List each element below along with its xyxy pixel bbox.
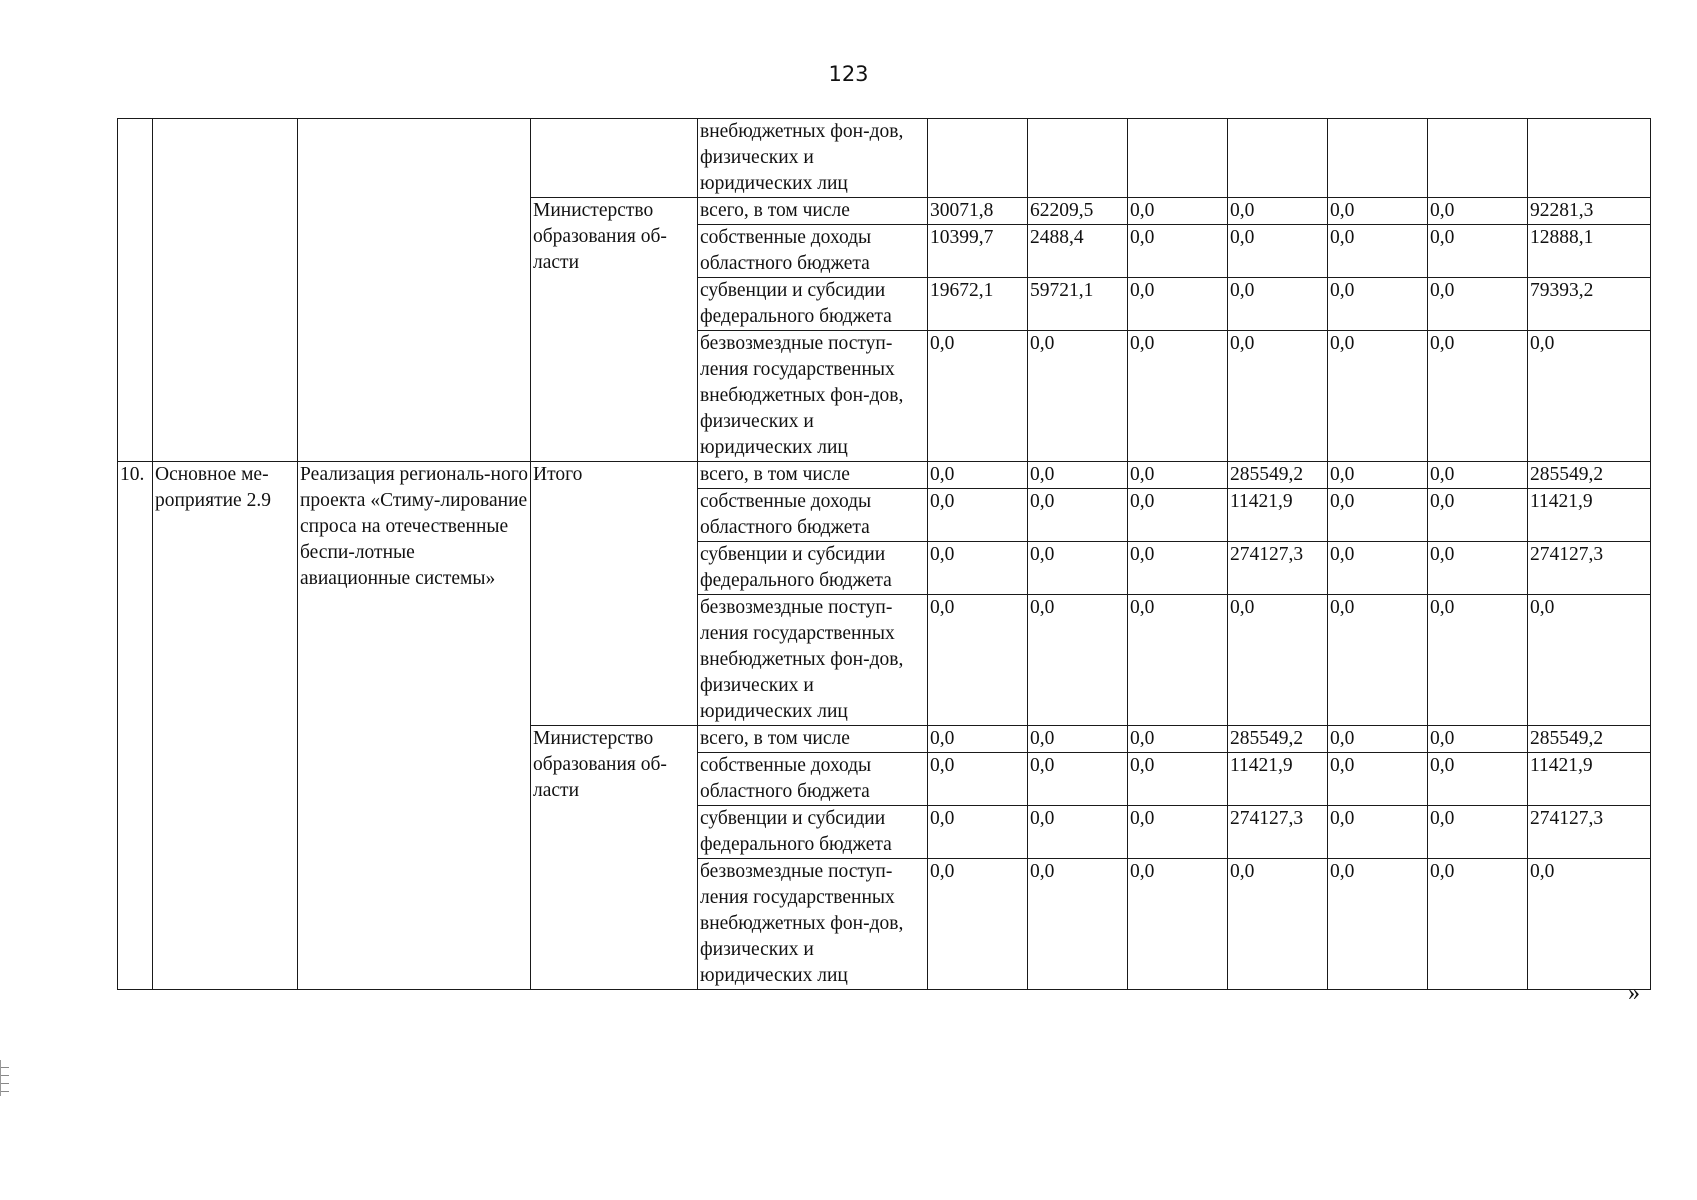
value-cell: 0,0 [1028,489,1128,542]
value-cell: 0,0 [1328,225,1428,278]
value-cell: 0,0 [1128,542,1228,595]
total-cell: 0,0 [1528,595,1651,726]
table-row [118,119,1651,198]
value-cell: 0,0 [928,753,1028,806]
value-cell [928,119,1028,198]
funding-source-cell: всего, в том числе [698,198,928,225]
total-cell: 274127,3 [1528,806,1651,859]
value-cell: 0,0 [1028,331,1128,462]
value-cell: 0,0 [1228,198,1328,225]
value-cell: 0,0 [1128,595,1228,726]
value-cell: 0,0 [1428,859,1528,990]
value-cell: 0,0 [1228,331,1328,462]
value-cell: 2488,4 [1028,225,1128,278]
value-cell: 0,0 [1328,542,1428,595]
value-cell: 0,0 [1428,462,1528,489]
funding-source-cell: субвенции и субсидии федерального бюджета [698,806,928,859]
executor-cell: Министерство образования об-ласти [531,198,698,462]
value-cell: 0,0 [1128,225,1228,278]
value-cell: 30071,8 [928,198,1028,225]
value-cell: 10399,7 [928,225,1028,278]
funding-source-cell: собственные доходы областного бюджета [698,225,928,278]
value-cell: 0,0 [928,542,1028,595]
value-cell: 0,0 [928,462,1028,489]
value-cell: 274127,3 [1228,542,1328,595]
value-cell: 0,0 [1128,859,1228,990]
closing-quote: » [1628,980,1640,1006]
value-cell: 0,0 [1028,753,1128,806]
funding-source-cell: всего, в том числе [698,462,928,489]
row-number-cell [118,119,153,462]
value-cell: 0,0 [1428,331,1528,462]
value-cell: 0,0 [928,331,1028,462]
funding-source-cell: внебюджетных фон-дов, физических и юридических лиц [698,119,928,198]
value-cell [1228,119,1328,198]
funding-source-cell: собственные доходы областного бюджета [698,489,928,542]
value-cell: 0,0 [1228,278,1328,331]
value-cell: 0,0 [1328,595,1428,726]
value-cell: 0,0 [928,489,1028,542]
funding-source-cell: субвенции и субсидии федерального бюджета [698,542,928,595]
value-cell: 11421,9 [1228,753,1328,806]
executor-cell: Министерство образования об-ласти [531,726,698,990]
value-cell: 0,0 [1028,462,1128,489]
value-cell: 0,0 [1328,859,1428,990]
funding-source-cell: безвозмездные поступ-ления государственных внебюджетных фон-дов, физических и юридических лиц [698,859,928,990]
budget-table [117,118,1651,990]
event-cell: Основное ме-роприятие 2.9 [153,462,298,990]
value-cell: 0,0 [1128,806,1228,859]
value-cell: 0,0 [1028,595,1128,726]
value-cell: 0,0 [1128,489,1228,542]
value-cell: 0,0 [1128,278,1228,331]
value-cell: 0,0 [1128,726,1228,753]
value-cell: 0,0 [1328,726,1428,753]
value-cell: 0,0 [1428,198,1528,225]
value-cell: 0,0 [1228,859,1328,990]
funding-source-cell: собственные доходы областного бюджета [698,753,928,806]
value-cell: 0,0 [928,595,1028,726]
funding-source-cell: безвозмездные поступ-ления государственных внебюджетных фон-дов, физических и юридических лиц [698,595,928,726]
value-cell: 0,0 [1428,489,1528,542]
value-cell: 0,0 [1028,806,1128,859]
total-cell: 0,0 [1528,331,1651,462]
total-cell: 285549,2 [1528,726,1651,753]
total-cell [1528,119,1651,198]
total-cell: 0,0 [1528,859,1651,990]
value-cell: 0,0 [928,806,1028,859]
value-cell: 0,0 [1328,489,1428,542]
total-cell: 11421,9 [1528,489,1651,542]
funding-source-cell: субвенции и субсидии федерального бюджета [698,278,928,331]
value-cell: 0,0 [928,726,1028,753]
value-cell: 0,0 [1328,198,1428,225]
page-number: 123 [828,62,869,86]
value-cell: 0,0 [1328,806,1428,859]
value-cell [1328,119,1428,198]
value-cell: 0,0 [1328,753,1428,806]
total-cell: 11421,9 [1528,753,1651,806]
value-cell: 0,0 [1428,726,1528,753]
value-cell: 0,0 [1428,753,1528,806]
value-cell: 0,0 [1128,198,1228,225]
value-cell: 0,0 [1328,462,1428,489]
table-row [118,462,1651,489]
total-cell: 12888,1 [1528,225,1651,278]
value-cell: 0,0 [1428,595,1528,726]
value-cell: 0,0 [1428,806,1528,859]
funding-source-cell: всего, в том числе [698,726,928,753]
value-cell: 0,0 [1428,542,1528,595]
executor-cell [531,119,698,198]
value-cell [1128,119,1228,198]
value-cell: 0,0 [1128,753,1228,806]
value-cell: 0,0 [1428,278,1528,331]
value-cell: 0,0 [1428,225,1528,278]
value-cell: 0,0 [1328,278,1428,331]
total-cell: 79393,2 [1528,278,1651,331]
value-cell: 0,0 [1228,225,1328,278]
event-cell [153,119,298,462]
value-cell [1028,119,1128,198]
project-name-cell: Реализация региональ-ного проекта «Стиму-лирование спроса на отечественные беспи-лотные авиационные системы» [298,462,531,990]
executor-cell: Итого [531,462,698,726]
total-cell: 274127,3 [1528,542,1651,595]
value-cell: 59721,1 [1028,278,1128,331]
value-cell: 0,0 [1228,595,1328,726]
value-cell: 62209,5 [1028,198,1128,225]
value-cell: 0,0 [1128,331,1228,462]
value-cell: 0,0 [1328,331,1428,462]
value-cell: 0,0 [1028,542,1128,595]
value-cell: 19672,1 [928,278,1028,331]
value-cell [1428,119,1528,198]
value-cell: 0,0 [1028,726,1128,753]
value-cell: 285549,2 [1228,462,1328,489]
value-cell: 285549,2 [1228,726,1328,753]
value-cell: 0,0 [1128,462,1228,489]
value-cell: 274127,3 [1228,806,1328,859]
value-cell: 11421,9 [1228,489,1328,542]
value-cell: 0,0 [928,859,1028,990]
total-cell: 285549,2 [1528,462,1651,489]
row-number-cell: 10. [118,462,153,990]
project-name-cell [298,119,531,462]
margin-scan-marks [0,1060,9,1096]
value-cell: 0,0 [1028,859,1128,990]
funding-source-cell: безвозмездные поступ-ления государственных внебюджетных фон-дов, физических и юридических лиц [698,331,928,462]
total-cell: 92281,3 [1528,198,1651,225]
